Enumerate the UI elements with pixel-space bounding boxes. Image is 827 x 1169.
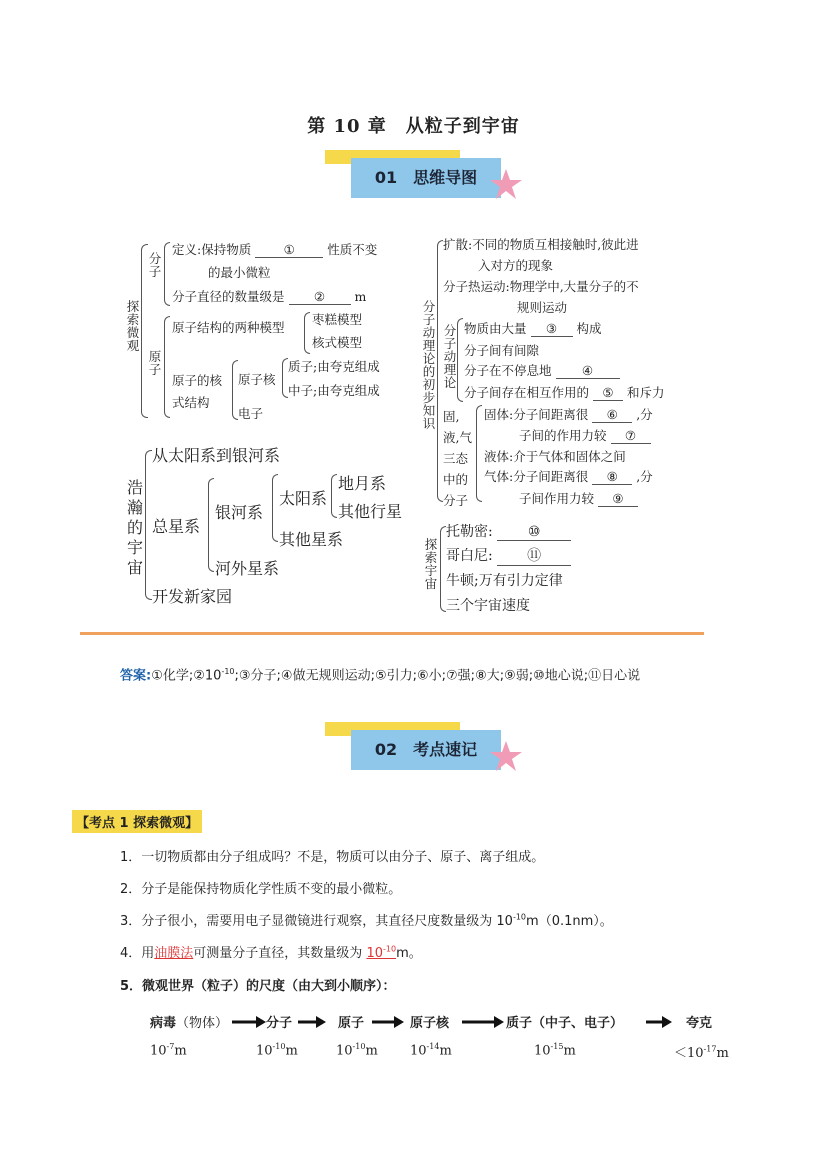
node-proton: 质子;由夸克组成 (288, 359, 380, 374)
node-milky-way: 银河系 (215, 503, 264, 522)
node-root-kinetic: 分子动理论的初步知识 (422, 299, 436, 431)
blank-2: ② (289, 289, 351, 305)
blank-3: ③ (531, 321, 573, 337)
scale-proton: 质子（中子、电子） (506, 1016, 624, 1031)
page-title: 第 10 章 从粒子到宇宙 (307, 116, 520, 137)
node-neutron: 中子;由夸克组成 (288, 383, 380, 398)
node-nuclear-model: 核式模型 (312, 335, 363, 350)
arrow-icon (646, 1016, 672, 1028)
thermal-line1: 分子热运动:物理学中,大量分子的不 (443, 279, 639, 294)
answer-paragraph: 答案:①化学$;②10^{-10};③$分子;④做无规则运动;⑤引力;⑥小;⑦强;⑧大;⑨弱;⑩地心说;⑪日心说 (120, 667, 641, 684)
blank-9: ⑨ (598, 491, 638, 507)
liquid-line: 液体:介于气体和固体之间 (484, 449, 626, 464)
keypoint-heading: 【考点 1 探索微观】 (72, 810, 202, 833)
gas-line1: 气体:分子间距离很 ⑧ ,分 (484, 469, 653, 484)
arrow-icon (372, 1016, 404, 1028)
node-ptolemy: 托勒密: ⑩ (446, 521, 571, 541)
banner-title: 01 思维导图 (374, 168, 478, 187)
node-kinetic-theory: 分子动理论 (443, 323, 457, 390)
gas-line2: 子间作用力较 ⑨ (519, 489, 638, 507)
node-new-home: 开发新家园 (152, 587, 233, 606)
blank-5: ⑤ (593, 385, 623, 401)
scale-value-nucleus: $10^{-14}m$ (410, 1042, 452, 1059)
node-electron: 电子 (238, 406, 264, 421)
item-1: 1．一切物质都由分子组成吗？不是，物质可以由分子、原子、离子组成。 (120, 850, 545, 865)
node-atom: 原子 (148, 349, 162, 377)
node-root-micro: 探索微观 (126, 299, 140, 353)
node-molecule: 分子 (148, 251, 162, 279)
scale-virus: 病毒（物体） (150, 1016, 229, 1031)
diffusion-line1: 扩散:不同的物质互相接触时,彼此进 (443, 237, 639, 252)
scale-value-atom: $10^{-10}m$ (336, 1042, 378, 1059)
scale-molecule: 分子 (266, 1016, 293, 1031)
section-divider (80, 632, 704, 635)
node-solar-system: 太阳系 (279, 489, 328, 508)
item-4: 4．用油膜法可测量分子直径，其数量级为 $10^{-10}m$。 (120, 944, 422, 961)
kinetic-item-1: 物质由大量 ③ 构成 (464, 321, 602, 336)
blank-7: ⑦ (611, 428, 651, 444)
scale-value-proton: $10^{-15}m$ (534, 1042, 576, 1059)
section-banner-keypoints (325, 722, 525, 770)
def-line1: 定义:保持物质 ① 性质不变 (172, 242, 378, 257)
item-3: 3．分子很小，需要用电子显微镜进行观察，其直径尺度数量级为 $10^{-10}m(0.1nm)$。 (120, 912, 613, 929)
banner-title: 02 考点速记 (374, 740, 478, 759)
kinetic-item-2: 分子间有间隙 (464, 343, 540, 358)
node-earth-moon: 地月系 (338, 474, 387, 493)
node-models: 原子结构的两种模型 (172, 320, 285, 335)
arrow-icon (462, 1016, 504, 1028)
blank-10: ⑩ (497, 524, 571, 541)
node-newton: 牛顿;万有引力定律 (446, 573, 563, 589)
blank-6: ⑥ (592, 407, 632, 423)
node-other-galaxies: 其他星系 (279, 530, 344, 549)
scale-nucleus: 原子核 (410, 1016, 450, 1031)
scale-quark: 夸克 (686, 1016, 713, 1031)
arrow-icon (298, 1016, 326, 1028)
star-icon (489, 740, 523, 772)
node-other-planets: 其他行星 (338, 502, 403, 521)
node-cosmic-speed: 三个宇宙速度 (446, 598, 530, 614)
node-root-universe: 浩瀚的宇宙 (126, 478, 143, 577)
arrow-icon (232, 1016, 266, 1028)
diffusion-line2: 入对方的现象 (478, 258, 554, 273)
scale-value-virus: $10^{-7}m$ (150, 1042, 187, 1059)
scale-atom: 原子 (338, 1016, 365, 1031)
diam-line: 分子直径的数量级是 ② m (172, 289, 367, 304)
solid-line1: 固体:分子间距离很 ⑥ ,分 (484, 407, 653, 422)
node-nucleus: 原子核 (238, 372, 276, 387)
kinetic-item-4: 分子间存在相互作用的 ⑤ 和斥力 (464, 385, 665, 400)
node-total-galaxy: 总星系 (152, 517, 201, 536)
node-root-explore: 探索宇宙 (424, 537, 438, 591)
node-extragalactic: 河外星系 (215, 559, 280, 578)
scale-value-molecule: $10^{-10}m$ (256, 1042, 298, 1059)
answer-label: 答案: (120, 668, 152, 684)
kinetic-item-3: 分子在不停息地 ④ (464, 361, 620, 379)
node-sun-to-galaxy: 从太阳系到银河系 (152, 446, 281, 465)
def-line2: 的最小微粒 (208, 265, 271, 280)
item-2: 2．分子是能保持物质化学性质不变的最小微粒。 (120, 882, 402, 897)
node-nuclear-structure: 原子的核式结构 (172, 373, 223, 410)
blank-8: ⑧ (592, 469, 632, 485)
section-banner-mindmap (325, 150, 525, 198)
node-cake-model: 枣糕模型 (312, 312, 363, 327)
blank-1: ① (255, 242, 323, 258)
node-three-states: 固,液,气三态中的分子 (443, 409, 472, 508)
item-5: 5．微观世界（粒子）的尺度（由大到小顺序）： (120, 979, 396, 994)
thermal-line2: 规则运动 (517, 300, 568, 315)
blank-4: ④ (556, 363, 620, 379)
blank-11: ⑪ (497, 545, 571, 566)
node-copernicus: 哥白尼: ⑪ (446, 545, 571, 566)
solid-line2: 子间的作用力较 ⑦ (519, 426, 651, 444)
star-icon (489, 168, 523, 200)
scale-value-quark: $<10^{-17}m$ (674, 1044, 729, 1061)
